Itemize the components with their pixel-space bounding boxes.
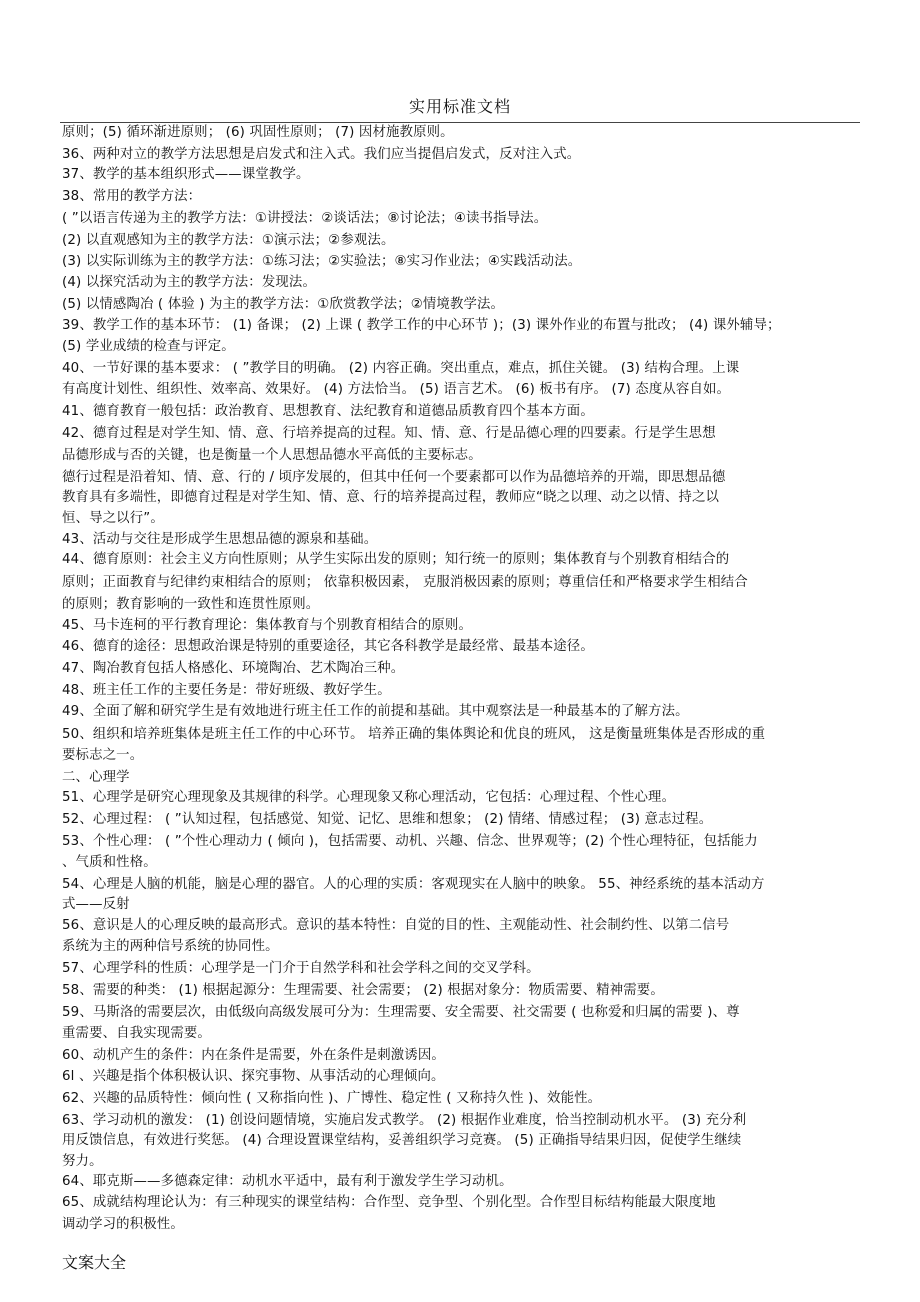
text-line: 的原则；教育影响的一致性和连贯性原则。 [62, 597, 320, 612]
text-line: 36、两种对立的教学方法思想是启发式和注入式。我们应当提倡启发式，反对注入式。 [62, 147, 581, 162]
text-line: ( ”以语言传递为主的教学方法：①讲授法：②谈话法；⑧讨论法；④读书指导法。 [62, 211, 548, 226]
text-line: (3) 以实际训练为主的教学方法：①练习法；②实验法；⑧实习作业法；④实践活动法。 [62, 254, 582, 269]
text-line: 62、兴趣的品质特性：倾向性 ( 又称指向性 )、广博性、稳定性 ( 又称持久性 )、效能性。 [62, 1091, 602, 1106]
text-line: (4) 以探究活动为主的教学方法：发现法。 [62, 275, 317, 290]
text-line: 6l 、兴趣是指个体积极认识、探究事物、从事活动的心理倾向。 [62, 1069, 445, 1084]
text-line: 41、德育教育一般包括：政治教育、思想教育、法纪教育和道德品质教育四个基本方面。 [62, 404, 594, 419]
text-line: 39、教学工作的基本环节： (1) 备课； (2) 上课 ( 教学工作的中心环节 )；(3) 课外作业的布置与批改； (4) 课外辅导； [62, 318, 781, 333]
text-line: 重需要、自我实现需要。 [62, 1026, 211, 1041]
text-line: 品德形成与否的关键，也是衡量一个人思想品德水平高低的主要标志。 [62, 448, 482, 463]
text-line: 有高度计划性、组织性、效率高、效果好。 (4) 方法恰当。 (5) 语言艺术。 (6) 板书有序。 (7) 态度从容自如。 [62, 382, 731, 397]
text-line: 64、耶克斯——多德森定律：动机水平适中，最有利于激发学生学习动机。 [62, 1174, 513, 1189]
page-footer-text: 文案大全 [62, 1253, 127, 1272]
text-line: 52、心理过程： ( ”认知过程，包括感觉、知觉、记忆、思维和想象； (2) 情绪、情感过程； (3) 意志过程。 [62, 812, 713, 827]
text-line: 57、心理学科的性质：心理学是一门介于自然学科和社会学科之间的交叉学科。 [62, 961, 540, 976]
text-line: 努力。 [62, 1154, 103, 1169]
text-line: 45、马卡连柯的平行教育理论：集体教育与个别教育相结合的原则。 [62, 618, 473, 633]
text-line: 54、心理是人脑的机能，脑是心理的器官。人的心理的实质：客观现实在人脑中的映象。 55、神经系统的基本活动方 [62, 877, 765, 892]
text-line: 56、意识是人的心理反映的最高形式。意识的基本特性：自觉的目的性、主观能动性、社会制约性、以第二信号 [62, 918, 730, 933]
text-line: 42、德育过程是对学生知、情、意、行培养提高的过程。知、情、意、行是品德心理的四要素。行是学生思想 [62, 426, 716, 441]
text-line: 调动学习的积极性。 [62, 1217, 184, 1232]
text-line: 60、动机产生的条件：内在条件是需要，外在条件是刺激诱因。 [62, 1048, 445, 1063]
text-line: 49、全面了解和研究学生是有效地进行班主任工作的前提和基础。其中观察法是一种最基本的了解方法。 [62, 704, 689, 719]
text-line: 48、班主任工作的主要任务是：带好班级、教好学生。 [62, 683, 391, 698]
text-line: 53、个性心理： ( ”个性心理动力 ( 倾向 )，包括需要、动机、兴趣、信念、世界观等；(2) 个性心理特征，包括能力 [62, 834, 758, 849]
text-line: 44、德育原则：社会主义方向性原则；从学生实际出发的原则；知行统一的原则；集体教育与个别教育相结合的 [62, 552, 730, 567]
text-line: 原则；正面教育与纪律约束相结合的原则； 依靠积极因素， 克服消极因素的原则；尊重信任和严格要求学生相结合 [62, 575, 748, 590]
text-line: 59、马斯洛的需要层次，由低级向高级发展可分为：生理需要、安全需要、社交需要 ( 也称爱和归属的需要 )、尊 [62, 1005, 740, 1020]
text-line: 43、活动与交往是形成学生思想品德的源泉和基础。 [62, 532, 378, 547]
text-line: 、气质和性格。 [62, 855, 157, 870]
text-line: 原则；(5) 循环渐进原则； (6) 巩固性原则； (7) 因材施教原则。 [62, 125, 454, 140]
text-line: 46、德育的途径：思想政治课是特别的重要途径，其它各科教学是最经常、最基本途径。 [62, 639, 594, 654]
text-line: 47、陶冶教育包括人格感化、环境陶冶、艺术陶冶三种。 [62, 661, 405, 676]
text-line: 式——反射 [62, 897, 130, 912]
text-line: 50、组织和培养班集体是班主任工作的中心环节。 培养正确的集体舆论和优良的班风， 这是衡量班集体是否形成的重 [62, 727, 766, 742]
text-line: 德行过程是沿着知、情、意、行的 / 顷序发展的，但其中任何一个要素都可以作为品德培养的开端，即思想品德 [62, 470, 726, 485]
text-line: 教育具有多端性，即德育过程是对学生知、情、意、行的培养提高过程，教师应“晓之以理、动之以情、持之以 [62, 490, 720, 505]
text-line: 58、需要的种类： (1) 根据起源分：生理需要、社会需要； (2) 根据对象分：物质需要、精神需要。 [62, 983, 664, 998]
text-line: 系统为主的两种信号系统的协同性。 [62, 939, 279, 954]
text-line: 二、心理学 [62, 770, 130, 785]
text-line: (2) 以直观感知为主的教学方法：①演示法；②参观法。 [62, 233, 395, 248]
page-header-title: 实用标准文档 [408, 97, 511, 116]
text-line: (5) 以情感陶冶 ( 体验 ) 为主的教学方法：①欣赏教学法；②情境教学法。 [62, 297, 505, 312]
text-line: 37、教学的基本组织形式——课堂教学。 [62, 167, 310, 182]
text-line: 恒、导之以行”。 [62, 511, 164, 526]
text-line: (5) 学业成绩的检查与评定。 [62, 339, 235, 354]
text-line: 51、心理学是研究心理现象及其规律的科学。心理现象又称心理活动，它包括：心理过程、个性心理。 [62, 790, 676, 805]
text-line: 要标志之一。 [62, 748, 144, 763]
text-line: 65、成就结构理论认为：有三种现实的课堂结构：合作型、竞争型、个别化型。合作型目标结构能最大限度地 [62, 1195, 716, 1210]
text-line: 38、常用的教学方法： [62, 189, 202, 204]
text-line: 63、学习动机的激发： (1) 创设问题情境，实施启发式教学。 (2) 根据作业难度，恰当控制动机水平。 (3) 充分利 [62, 1113, 747, 1128]
text-line: 40、一节好课的基本要求： ( ”教学目的明确。 (2) 内容正确。突出重点，难点，抓住关键。 (3) 结构合理。上课 [62, 361, 740, 376]
text-line: 用反馈信息，有效进行奖惩。 (4) 合理设置课堂结构，妥善组织学习竞赛。 (5) 正确指导结果归因，促使学生继续 [62, 1133, 742, 1148]
